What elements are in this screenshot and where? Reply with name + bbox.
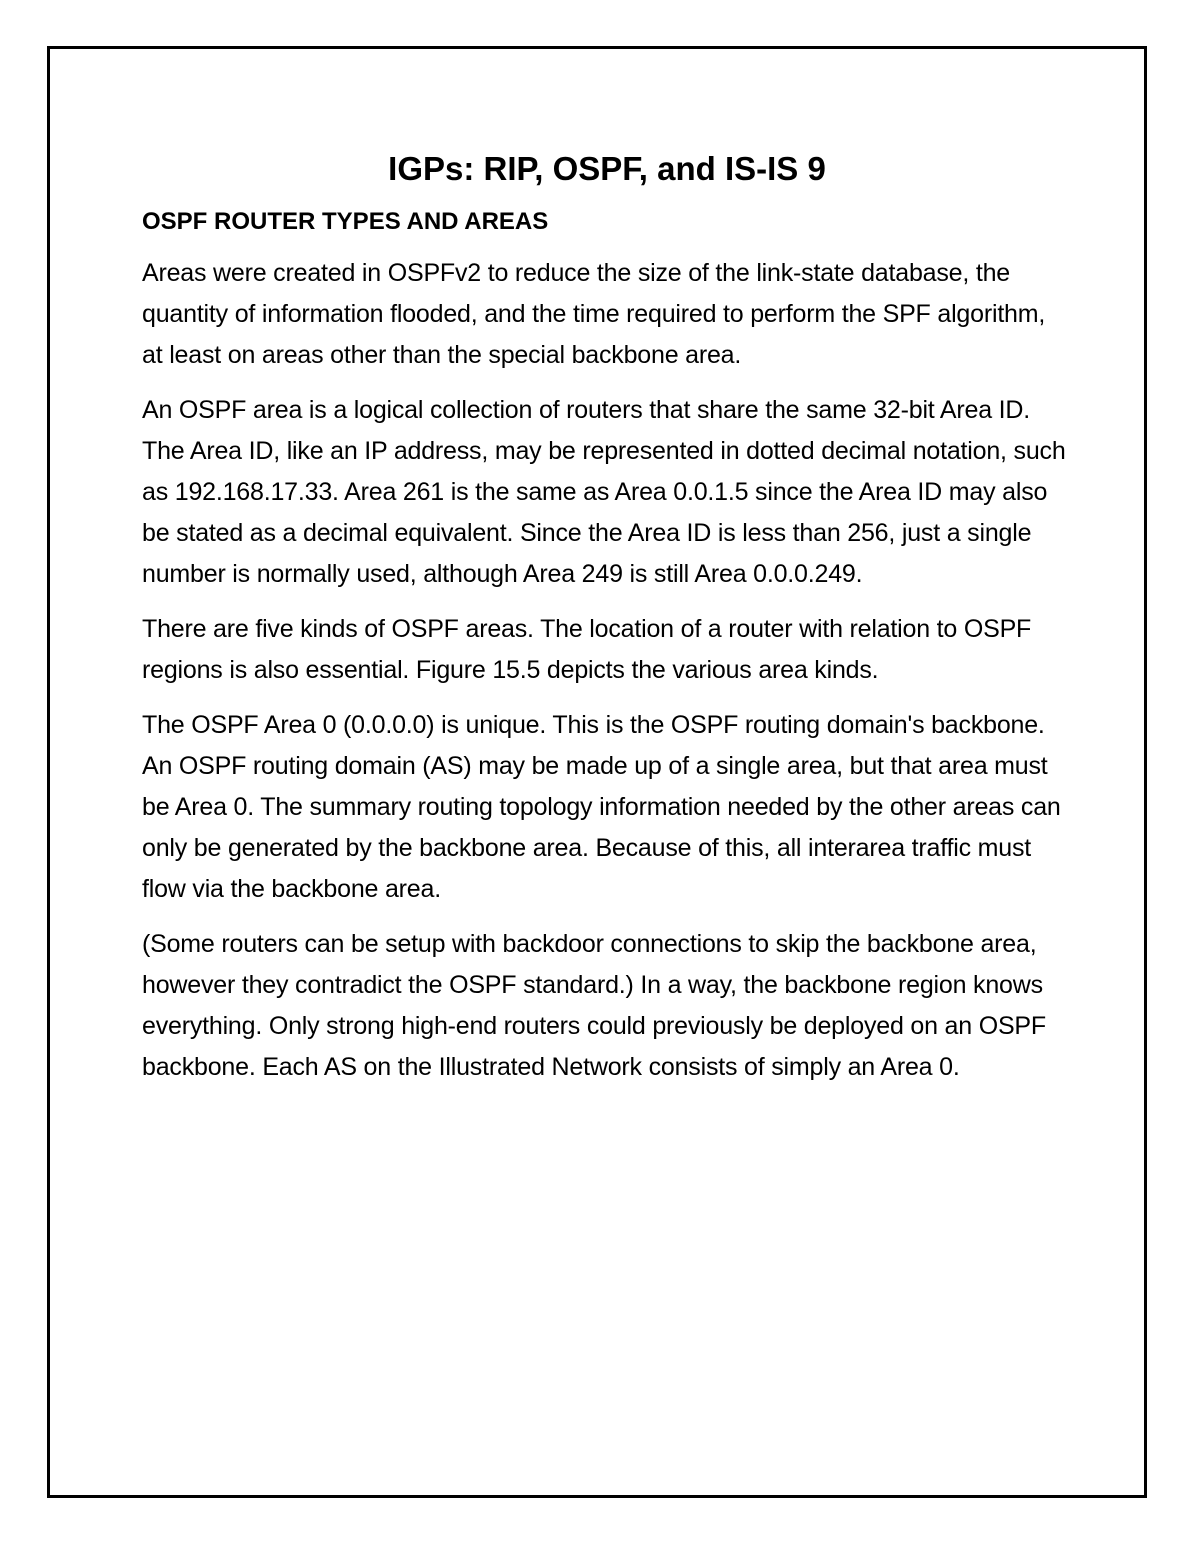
paragraph-area-kinds: There are five kinds of OSPF areas. The location of a router with relation to OSPF regions is also essential. Figure 15.5 depicts the various area kinds. (142, 615, 1032, 684)
paragraph-area-zero: The OSPF Area 0 (0.0.0.0) is unique. This is the OSPF routing domain's backbone. An OSPF routing domain (AS) may be made up of a single area, but that area must be Area 0. The summary routing topology information needed by the other areas can only be generated by the backbone area. Because of this, all interarea traffic must flow via the backbone area. (142, 711, 1061, 903)
document-body (142, 148, 1072, 1088)
paragraph-area-id: An OSPF area is a logical collection of routers that share the same 32-bit Area ID. The Area ID, like an IP address, may be represented in dotted decimal notation, such as 192.168.17.33. Area 261 is the same as Area 0.0.1.5 since the Area ID may also be stated as a decimal equivalent. Since the Area ID is less than 256, just a single number is normally used, although Area 249 is still Area 0.0.0.249. (142, 396, 1066, 588)
paragraph-areas-purpose: Areas were created in OSPFv2 to reduce the size of the link-state database, the quantity of information flooded, and the time required to perform the SPF algorithm, at least on areas other than the special backbone area. (142, 259, 1046, 369)
page-title: IGPs: RIP, OSPF, and IS-IS 9 (388, 150, 826, 187)
section-heading: OSPF ROUTER TYPES AND AREAS (142, 208, 549, 235)
paragraph-backdoor: (Some routers can be setup with backdoor connections to skip the backbone area, however they contradict the OSPF standard.) In a way, the backbone region knows everything. Only strong high-end routers could previously be deployed on an OSPF backbone. Each AS on the Illustrated Network consists of simply an Area 0. (142, 930, 1046, 1081)
